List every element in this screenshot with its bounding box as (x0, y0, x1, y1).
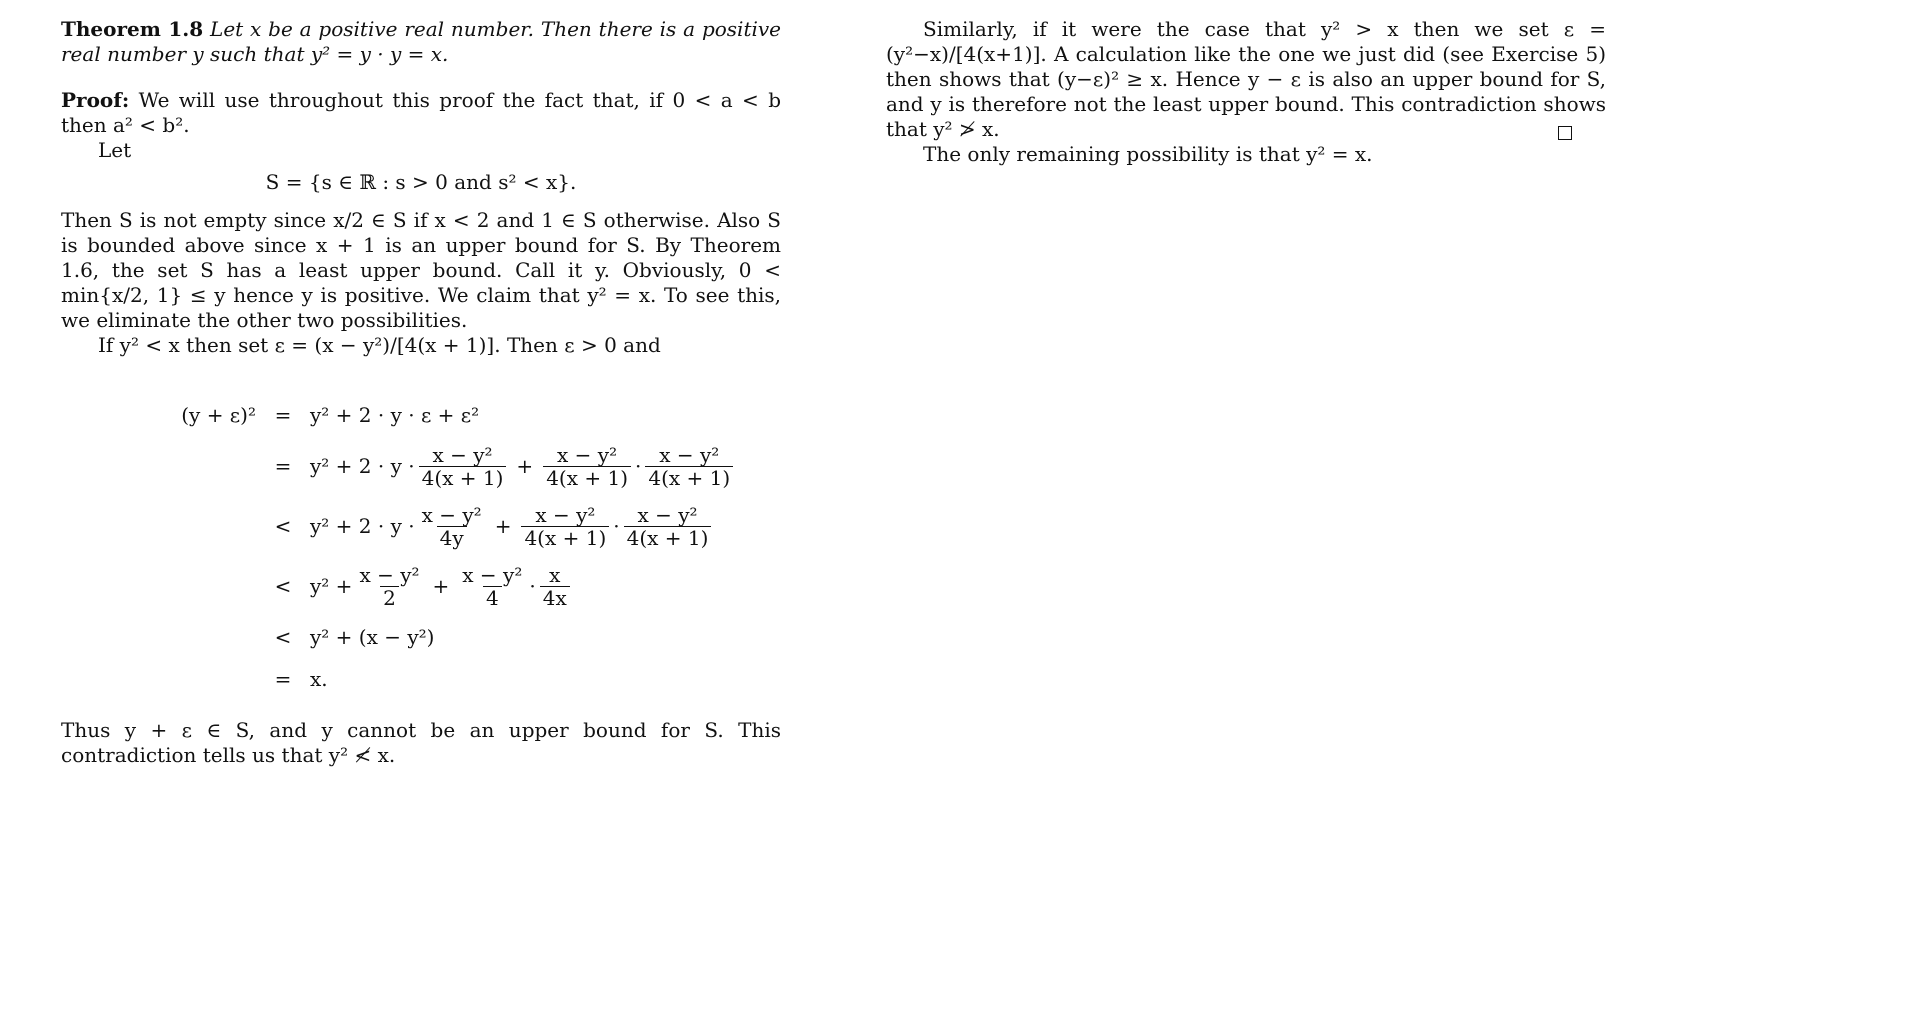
equation-relation: < (274, 513, 292, 538)
case2-paragraph: Similarly, if it were the case that y² > x then we set ε = (y²−x)/[4(x+1)]. A calculation like the one we just did (see Exercise 5) then shows that (y−ε)² ≥ x. Hence y − ε is also an upper bound for S, and y is therefore not the least upper bound. This contradiction shows that y² ≯ x. (886, 17, 1606, 141)
equation-rhs: y² + 2 · y · $\frac{\text{x − y²}}{4y}$ + $\frac{\text{x − y²}}{4(x + 1)}$ · $\frac{\text{x − y²}}{4(x + 1)}$ (310, 504, 715, 549)
equation-row (166, 658, 781, 700)
equation-rhs: x. (310, 666, 328, 691)
fraction: $\frac{\text{x − y²}}{4(x + 1)}$ (543, 444, 631, 489)
equation-row (166, 616, 781, 658)
equation-relation: < (274, 573, 292, 598)
fraction: $\frac{\text{x − y²}}{4(x + 1)}$ (521, 504, 609, 549)
equation-relation: = (274, 666, 292, 691)
fraction: $\frac{\text{x − y²}}{4}$ (462, 562, 523, 610)
final-paragraph: The only remaining possibility is that y² = x. (923, 142, 1373, 166)
equation-rhs: y² + 2 · y · ε + ε² (310, 402, 480, 427)
proof-intro-text: We will use throughout this proof the fact that, if 0 < a < b then a² < b². (61, 88, 782, 137)
equation-array (166, 394, 781, 700)
equation-relation: < (274, 624, 292, 649)
fraction: $\frac{\text{x − y²}}{2}$ (359, 562, 420, 610)
equation-row (166, 436, 781, 496)
theorem-label: Theorem 1.8 (61, 17, 204, 41)
left-column (61, 17, 781, 768)
fraction: $\frac{\text{x − y²}}{4y}$ (421, 502, 482, 550)
equation-rhs: y² + (x − y²) (310, 624, 435, 649)
right-column (886, 17, 1606, 167)
fraction: $\frac{\text{x − y²}}{4(x + 1)}$ (624, 504, 712, 549)
proof-intro (61, 88, 781, 138)
expr: y² + 2 · y · (310, 513, 415, 538)
conclusion1-paragraph: Thus y + ε ∈ S, and y cannot be an upper bound for S. This contradiction tells us that y² ≮ x. (61, 718, 781, 767)
set-definition: S = {s ∈ ℝ : s > 0 and s² < x}. (265, 170, 577, 194)
equation-row (166, 496, 781, 556)
fraction: $\frac{\text{x − y²}}{4(x + 1)}$ (419, 444, 507, 489)
equation-row (166, 556, 781, 616)
bounded-paragraph: Then S is not empty since x/2 ∈ S if x < 2 and 1 ∈ S otherwise. Also S is bounded above since x + 1 is an upper bound for S. By Theorem 1.6, the set S has a least upper bound. Call it y. Obviously, 0 < min{x/2, 1} ≤ y hence y is positive. We claim that y² = x. To see this, we eliminate the other two possibilities. (61, 208, 781, 332)
proof-label: Proof: (61, 88, 130, 112)
equation-relation: = (274, 453, 292, 478)
fraction: $\frac{x}{4x}$ (540, 564, 570, 609)
expr: y² + 2 · y · (310, 453, 415, 478)
case1-paragraph: If y² < x then set ε = (x − y²)/[4(x + 1)]. Then ε > 0 and (98, 333, 661, 357)
equation-rhs: y² + $\frac{\text{x − y²}}{2}$ + $\frac{\text{x − y²}}{4}$ · $\frac{x}{4x}$ (310, 564, 574, 609)
equation-rhs: y² + 2 · y · $\frac{\text{x − y²}}{4(x + 1)}$ + $\frac{\text{x − y²}}{4(x + 1)}$ · $\frac{\text{x − y²}}{4(x + 1)}$ (310, 444, 737, 489)
qed-square-icon (1558, 126, 1572, 140)
expr: y² + (310, 573, 353, 598)
equation-row (166, 394, 781, 436)
fraction: $\frac{\text{x − y²}}{4(x + 1)}$ (645, 444, 733, 489)
theorem-statement: Let x be a positive real number. Then there is a positive real number y such that y² = y · y = x. (61, 17, 782, 66)
equation-relation: = (274, 402, 292, 427)
theorem-paragraph (61, 17, 781, 67)
let-line: Let (98, 138, 132, 162)
equation-lhs: (y + ε)² (181, 402, 256, 427)
